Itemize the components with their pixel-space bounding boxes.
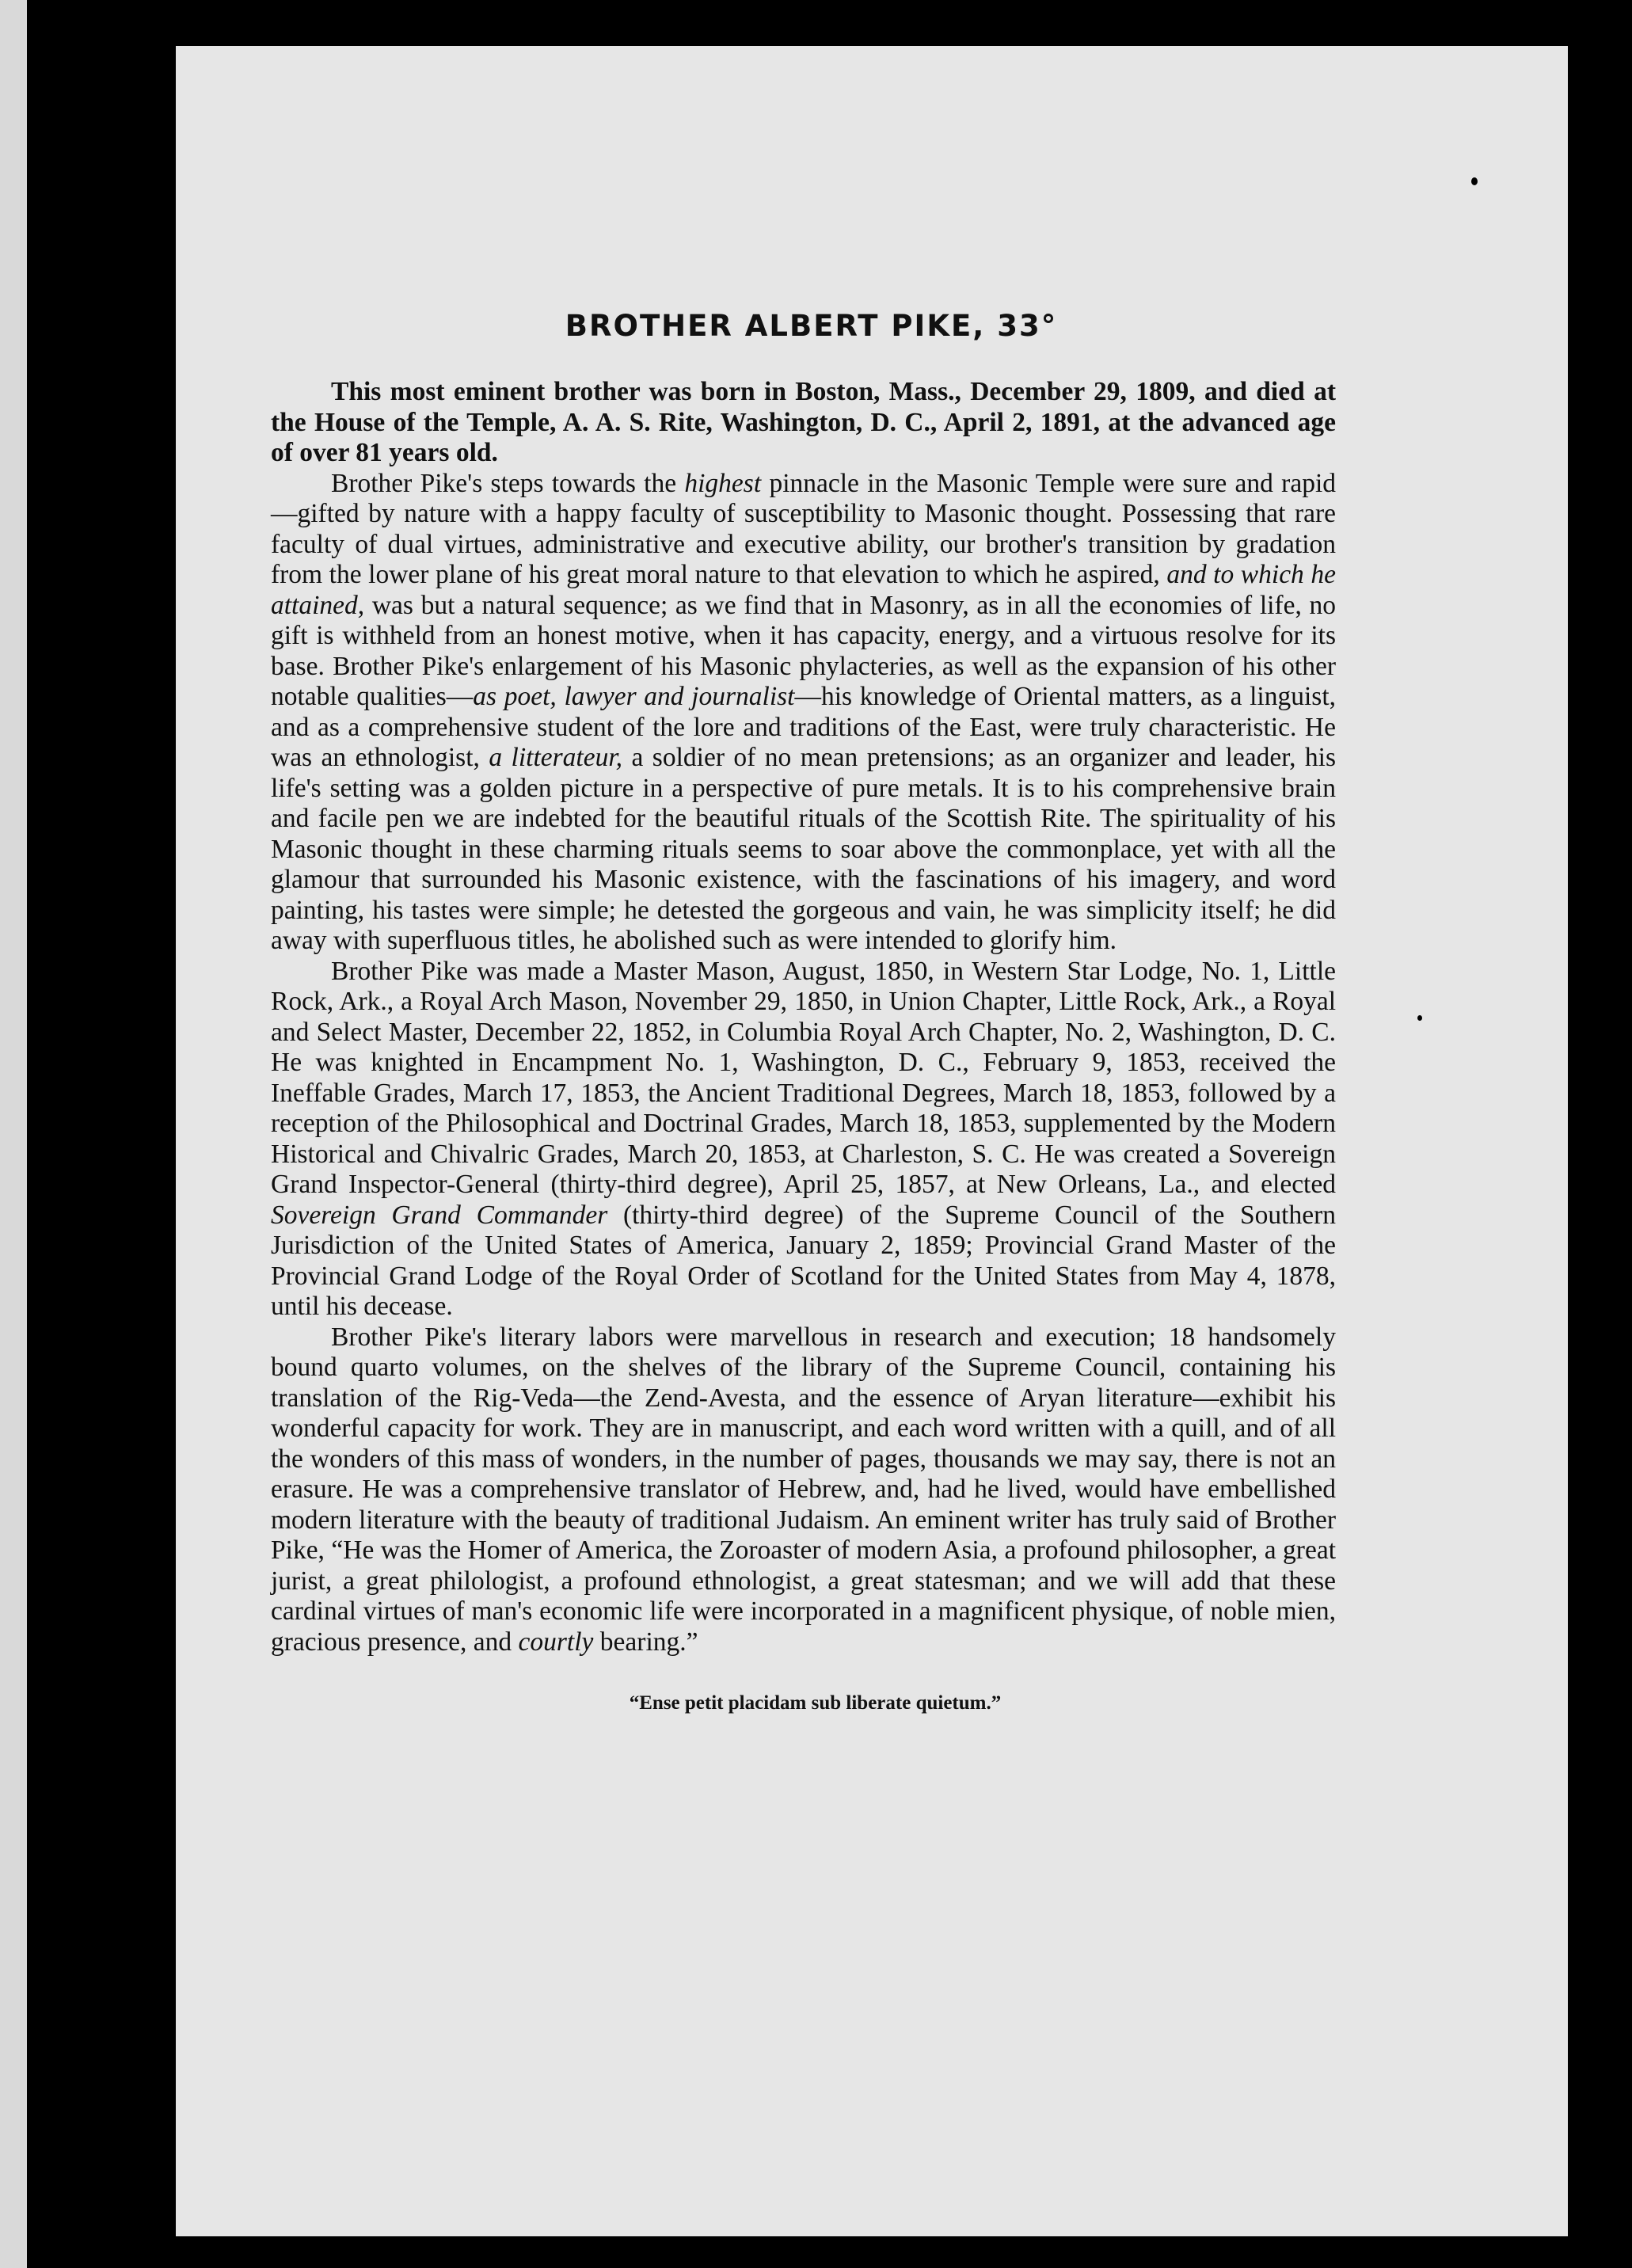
body-paragraph — [271, 469, 1336, 957]
body-paragraph — [271, 1322, 1336, 1658]
scan-speck — [1417, 1015, 1422, 1021]
article-title: BROTHER ALBERT PIKE, 33° — [565, 309, 1058, 343]
document-page — [176, 46, 1568, 2236]
body-paragraph — [271, 377, 1336, 469]
italic-text: and to which he attained, — [271, 560, 1336, 620]
paragraph-text: Brother Pike was made a Master Mason, August, 1850, in Western Star Lodge, No. 1, Little Rock, Ark., a Royal Arch Mason, November 29, 1850, in Union Chapter, Little Rock, Ark., a Royal and Select Master, December 22, 1852, in Columbia Royal Arch Chapter, No. 2, Washington, D. C. He was knighted in Encampment No. 1, Washington, D. C., February 9, 1853, received the Ineffable Grades, March 17, 1853, the Ancient Traditional Degrees, March 18, 1853, followed by a reception of the Philosophical and Doctrinal Grades, March 18, 1853, supplemented by the Modern Historical and Chivalric Grades, March 20, 1853, at Charleston, S. C. He was created a Sovereign Grand Inspector-General (thirty-third degree), April 25, 1857, at New Orleans, La., and elected — [271, 956, 1336, 1199]
article-body — [271, 377, 1336, 1657]
italic-text: courtly — [518, 1627, 594, 1657]
paragraph-text: —his knowledge of Oriental matters, as a linguist, and as a comprehensive student of the lore and traditions of the East, were truly characteristic. He was an ethnologist, — [271, 682, 1337, 772]
paragraph-text: bearing.” — [593, 1627, 698, 1657]
italic-text: a litterateur, — [489, 743, 623, 772]
paragraph-text: Brother Pike's literary labors were marvellous in research and execution; 18 handsomely bound quarto volumes, on the shelves of the library of the Supreme Council, containing his translation of the Rig-Veda—the Zend-Avesta, and the essence of Aryan literature—exhibit his wonderful capacity for work. They are in manuscript, and each word written with a quill, and of all the wonders of this mass of wonders, in the number of pages, thousands we may say, there is not an erasure. He was a comprehensive translator of Hebrew, and, had he lived, would have embellished modern literature with the beauty of traditional Judaism. An eminent writer has truly said of Brother Pike, “He was the Homer of America, the Zoroaster of modern Asia, a profound philosopher, a great jurist, a great philologist, a profound ethnologist, a great statesman; and we will add that these cardinal virtues of man's economic life were incorporated in a magnificent physique, of noble mien, gracious presence, and — [271, 1322, 1336, 1657]
adjacent-page-edge — [0, 0, 27, 2268]
body-paragraph — [271, 957, 1336, 1322]
italic-text: Sovereign Grand Commander — [271, 1200, 608, 1230]
italic-text: highest — [684, 468, 762, 498]
scan-speck — [1471, 177, 1478, 185]
paragraph-text: pinnacle in the Masonic Temple were sure and rapid—gifted by nature with a happy faculty of susceptibility to Masonic thought. Possessing that rare faculty of dual virtues, administrative and executive ability, our brother's transition by gradation from the lower plane of his great moral nature to that elevation to which he aspired, — [271, 468, 1337, 589]
paragraph-text: was but a natural sequence; as we find that in Masonry, as in all the economies of life, no gift is withheld from an honest motive, when it has capacity, energy, and a virtuous resolve for its base. Brother Pike's enlargement of his Masonic phylacteries, as well as the expansion of his other notable qualities— — [271, 590, 1336, 711]
italic-text: as poet, lawyer and journalist — [473, 682, 795, 711]
paragraph-text: a soldier of no mean pretensions; as an organizer and leader, his life's setting was a golden picture in a perspective of pure metals. It is to his comprehensive brain and facile pen we are indebted for the beautiful rituals of the Scottish Rite. The spirituality of his Masonic thought in these charming rituals seems to soar above the commonplace, yet with all the glamour that surrounded his Masonic existence, with the fascinations of his imagery, and word painting, his tastes were simple; he detested the gorgeous and vain, he was simplicity itself; he did away with superfluous titles, he abolished such as were intended to glorify him. — [271, 743, 1336, 955]
paragraph-text: Brother Pike's steps towards the — [331, 468, 685, 498]
article — [271, 307, 1336, 1714]
motto: “Ense petit placidam sub liberate quietum.” — [629, 1692, 1002, 1714]
paragraph-text: This most eminent brother was born in Boston, Mass., December 29, 1809, and died at the House of the Temple, A. A. S. Rite, Washington, D. C., April 2, 1891, at the advanced age of over 81 years old. — [271, 377, 1336, 467]
paragraph-text: (thirty-third degree) of the Supreme Council of the Southern Jurisdiction of the United States of America, January 2, 1859; Provincial Grand Master of the Provincial Grand Lodge of the Royal Order of Scotland for the United States from May 4, 1878, until his decease. — [271, 1200, 1336, 1321]
